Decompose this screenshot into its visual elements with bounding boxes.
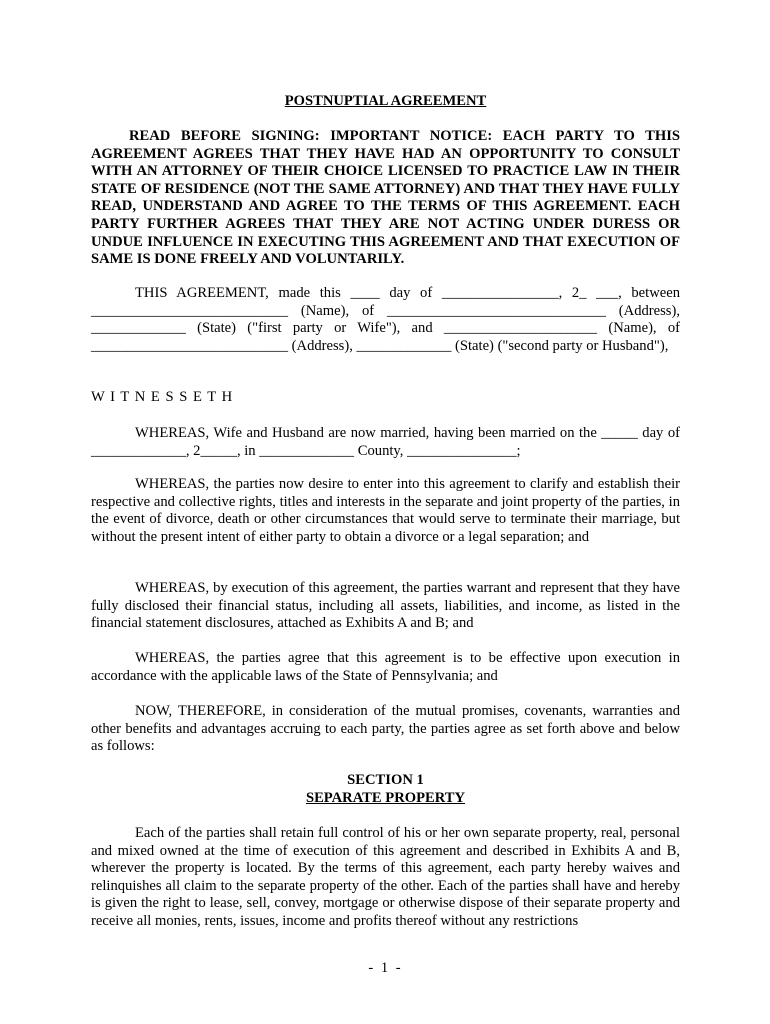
page-number: - 1 - [368, 960, 403, 976]
section-1-body-paragraph: Each of the parties shall retain full control of his or her own separate property, real, personal and mixed owned at the time of execution of this agreement and described in Exhibits A and B, wherever the property is located. By the terms of this agreement, each party hereby waives and relinquishes all claim to the separate property of the other. Each of the parties shall have and hereby is given the right to lease, sell, convey, mortgage or otherwise dispose of their separate property and receive all monies, rents, issues, income and profits thereof without any restrictions [91, 825, 680, 929]
section-1-number: SECTION 1 [347, 772, 424, 788]
important-notice-paragraph: READ BEFORE SIGNING: IMPORTANT NOTICE: EACH PARTY TO THIS AGREEMENT AGREES THAT THEY HAVE HAD AN OPPORTUNITY TO CONSULT WITH AN ATTORNEY OF THEIR CHOICE LICENSED TO PRACTICE LAW IN THEIR STATE OF RESIDENCE (NOT THE SAME ATTORNEY) AND THAT THEY HAVE FULLY READ, UNDERSTAND AND AGREE TO THE TERMS OF THIS AGREEMENT. EACH PARTY FURTHER AGREES THAT THEY ARE NOT ACTING UNDER DURESS OR UNDUE INFLUENCE IN EXECUTING THIS AGREEMENT AND THAT EXECUTION OF SAME IS DONE FREELY AND VOLUNTARILY. [91, 128, 680, 268]
whereas-effective-paragraph: WHEREAS, the parties agree that this agreement is to be effective upon execution in accordance with the applicable laws of the State of Pennsylvania; and [91, 650, 680, 684]
witnesseth-heading: W I T N E S S E T H [91, 389, 234, 405]
whereas-marriage-paragraph: WHEREAS, Wife and Husband are now married, having been married on the _____ day of _____________, 2_____, in _____________ County, _______________; [91, 425, 680, 459]
whereas-rights-paragraph: WHEREAS, the parties now desire to enter into this agreement to clarify and establish their respective and collective rights, titles and interests in the separate and joint property of the parties, in the event of divorce, death or other circumstances that would serve to terminate their marriage, but without the present intent of either party to obtain a divorce or a legal separation; and [91, 476, 680, 545]
now-therefore-paragraph: NOW, THEREFORE, in consideration of the mutual promises, covenants, warranties and other benefits and advantages accruing to each party, the parties agree as set forth above and below as follows: [91, 703, 680, 755]
agreement-intro-paragraph: THIS AGREEMENT, made this ____ day of ________________, 2_ ___, between ___________________________ (Name), of ______________________________ (Address), _____________ (State) ("first party or Wife"), and _____________________ (Name), of ___________________________ (Address), _____________ (State) ("second party or Husband"), [91, 285, 680, 354]
section-1-heading [91, 772, 680, 807]
section-1-title: SEPARATE PROPERTY [305, 789, 466, 806]
document-title: POSTNUPTIAL AGREEMENT [284, 93, 487, 109]
whereas-disclosure-paragraph: WHEREAS, by execution of this agreement, the parties warrant and represent that they have fully disclosed their financial status, including all assets, liabilities, and income, as listed in the financial statement disclosures, attached as Exhibits A and B; and [91, 580, 680, 632]
